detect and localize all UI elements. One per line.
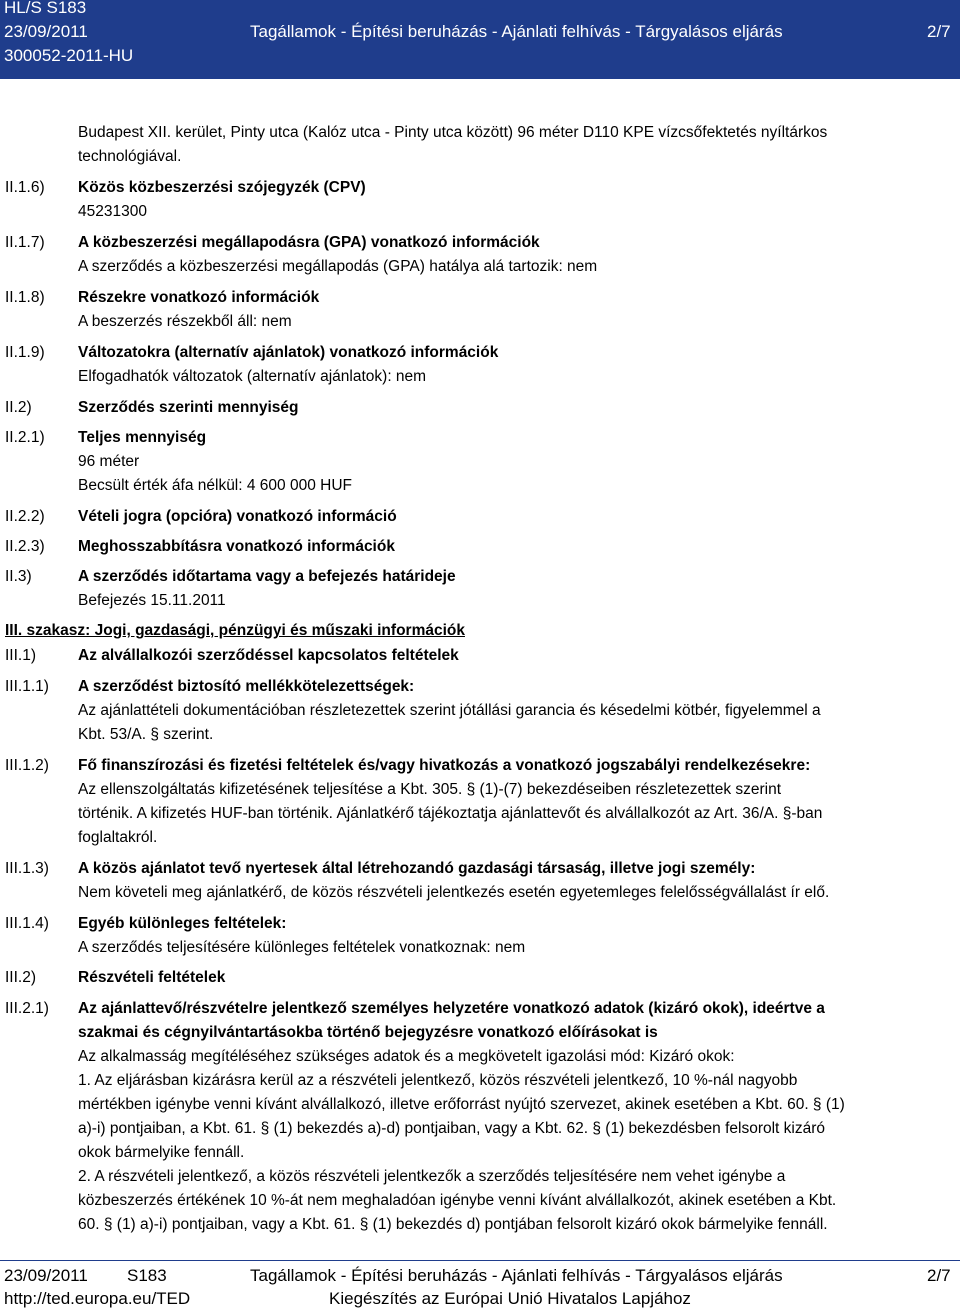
section-text: okok bármelyike fennáll. [78,1144,245,1161]
section-number: II.2.2) [5,508,45,525]
header-page: 2/7 [927,22,951,41]
section-value: A szerződés a közbeszerzési megállapodás (GPA) hatálya alá tartozik: nem [78,258,598,275]
section-number: II.1.6) [5,179,45,196]
section-number: II.1.8) [5,289,45,306]
footer-date: 23/09/2011 [4,1266,88,1285]
section-number: III.1.1) [5,678,49,695]
section-title: Teljes mennyiség [78,429,207,446]
footer-url[interactable]: http://ted.europa.eu/TED [4,1289,191,1308]
description-line-2: technológiával. [78,148,182,165]
section-number: III.1) [5,647,37,664]
footer-page: 2/7 [927,1266,951,1285]
section-number: III.1.3) [5,860,49,877]
footer-supplement: Kiegészítés az Európai Unió Hivatalos Lapjához [329,1289,691,1308]
section-text: közbeszerzés értékének 10 %-át nem meghaladóan igénybe venni kívánt alvállalkozót, akinek esetében a Kbt. [78,1192,837,1209]
section-number: II.3) [5,568,32,585]
section-text: Az ellenszolgáltatás kifizetésének teljesítése a Kbt. 305. § (1)-(7) bekezdéseiben részletezettek szerint [78,781,782,798]
section-text: Az alkalmasság megítéléséhez szükséges adatok és a megkövetelt igazolási mód: Kizáró okok: [78,1048,735,1065]
section-value: 45231300 [78,203,147,220]
section-text: mértékben igénybe venni kívánt alvállalkozó, illetve erőforrást nyújtó szervezet, akinek esetében a Kbt. 60. § (1) [78,1096,845,1113]
section-text: 1. Az eljárásban kizárásra kerül az a részvételi jelentkező, közös részvételi jelentkező, 10 %-nál nagyobb [78,1072,798,1089]
description-line-1: Budapest XII. kerület, Pinty utca (Kalóz utca - Pinty utca között) 96 méter D110 KPE vízcsőfektetés nyíltárkos [78,124,828,141]
section-title: A közös ajánlatot tevő nyertesek által létrehozandó gazdasági társaság, illetve jogi személy: [78,860,756,877]
footer-title: Tagállamok - Építési beruházás - Ajánlati felhívás - Tárgyalásos eljárás [250,1266,783,1285]
section-number: II.2.1) [5,429,45,446]
section-title: Meghosszabbításra vonatkozó információk [78,538,395,555]
header-rule [0,78,960,79]
section-value: Befejezés 15.11.2011 [78,592,226,609]
section-title: Vételi jogra (opcióra) vonatkozó információ [78,508,397,525]
section-title: Részvételi feltételek [78,969,226,986]
section-title: Egyéb különleges feltételek: [78,915,287,932]
section-text: a)-i) pontjaiban, a Kbt. 61. § (1) bekezdés a)-d) pontjaiban, vagy a Kbt. 62. § (1) bekezdésben felsorolt kizáró [78,1120,826,1137]
section-title: A szerződést biztosító mellékkötelezettségek: [78,678,415,695]
footer-series: S183 [127,1266,167,1285]
section-title: Közös közbeszerzési szójegyzék (CPV) [78,179,366,196]
section-text: A szerződés teljesítésére különleges feltételek vonatkoznak: nem [78,939,526,956]
section-text: 60. § (1) a)-i) pontjaiban, vagy a Kbt. 61. § (1) bekezdés d) pontjában felsorolt kizáró okok bármelyike fennáll. [78,1216,828,1233]
section-text: Az ajánlattételi dokumentációban részletezettek szerint jótállási garancia és késedelmi kötbér, figyelemmel a [78,702,821,719]
section-value: Elfogadhatók változatok (alternatív ajánlatok): nem [78,368,427,385]
section-number: II.1.7) [5,234,45,251]
section-text: Kbt. 53/A. § szerint. [78,726,214,743]
section-title: szakmai és cégnyilvántartásokba történő bejegyzésre vonatkozó előírásokat is [78,1024,658,1041]
section-title: Szerződés szerinti mennyiség [78,399,299,416]
section-value: Becsült érték áfa nélkül: 4 600 000 HUF [78,477,352,494]
section-number: II.1.9) [5,344,45,361]
section-title: A szerződés időtartama vagy a befejezés határideje [78,568,456,585]
section-title: Az ajánlattevő/részvételre jelentkező személyes helyzetére vonatkozó adatok (kizáró okok), ideértve a [78,1000,825,1017]
section-value: A beszerzés részekből áll: nem [78,313,292,330]
notice-id: 300052-2011-HU [4,46,134,65]
section-number: III.2.1) [5,1000,49,1017]
section-title: Részekre vonatkozó információk [78,289,320,306]
section-title: Az alvállalkozói szerződéssel kapcsolatos feltételek [78,647,459,664]
section-title: A közbeszerzési megállapodásra (GPA) vonatkozó információk [78,234,540,251]
section-value: 96 méter [78,453,140,470]
section-number: III.1.2) [5,757,49,774]
part-heading: III. szakasz: Jogi, gazdasági, pénzügyi és műszaki információk [5,622,465,639]
section-text: foglaltakról. [78,829,158,846]
section-number: III.2) [5,969,37,986]
section-text: történik. A kifizetés HUF-ban történik. Ajánlatkérő tájékoztatja ajánlattevőt és alvállalkozót az Art. 36/A. §-ban [78,805,823,822]
doc-id: HL/S S183 [4,0,87,17]
header-date: 23/09/2011 [4,22,88,41]
section-title: Fő finanszírozási és fizetési feltételek és/vagy hivatkozás a vonatkozó jogszabályi rendelkezésekre: [78,757,811,774]
section-text: 2. A részvételi jelentkező, a közös részvételi jelentkezők a szerződés teljesítésére nem vehet igénybe a [78,1168,786,1185]
section-title: Változatokra (alternatív ajánlatok) vonatkozó információk [78,344,499,361]
section-text: Nem követeli meg ajánlatkérő, de közös részvételi jelentkezés esetén egyetemleges felelősségvállalást ír elő. [78,884,830,901]
section-number: II.2) [5,399,32,416]
header-title: Tagállamok - Építési beruházás - Ajánlati felhívás - Tárgyalásos eljárás [250,22,783,41]
section-number: III.1.4) [5,915,49,932]
section-number: II.2.3) [5,538,45,555]
